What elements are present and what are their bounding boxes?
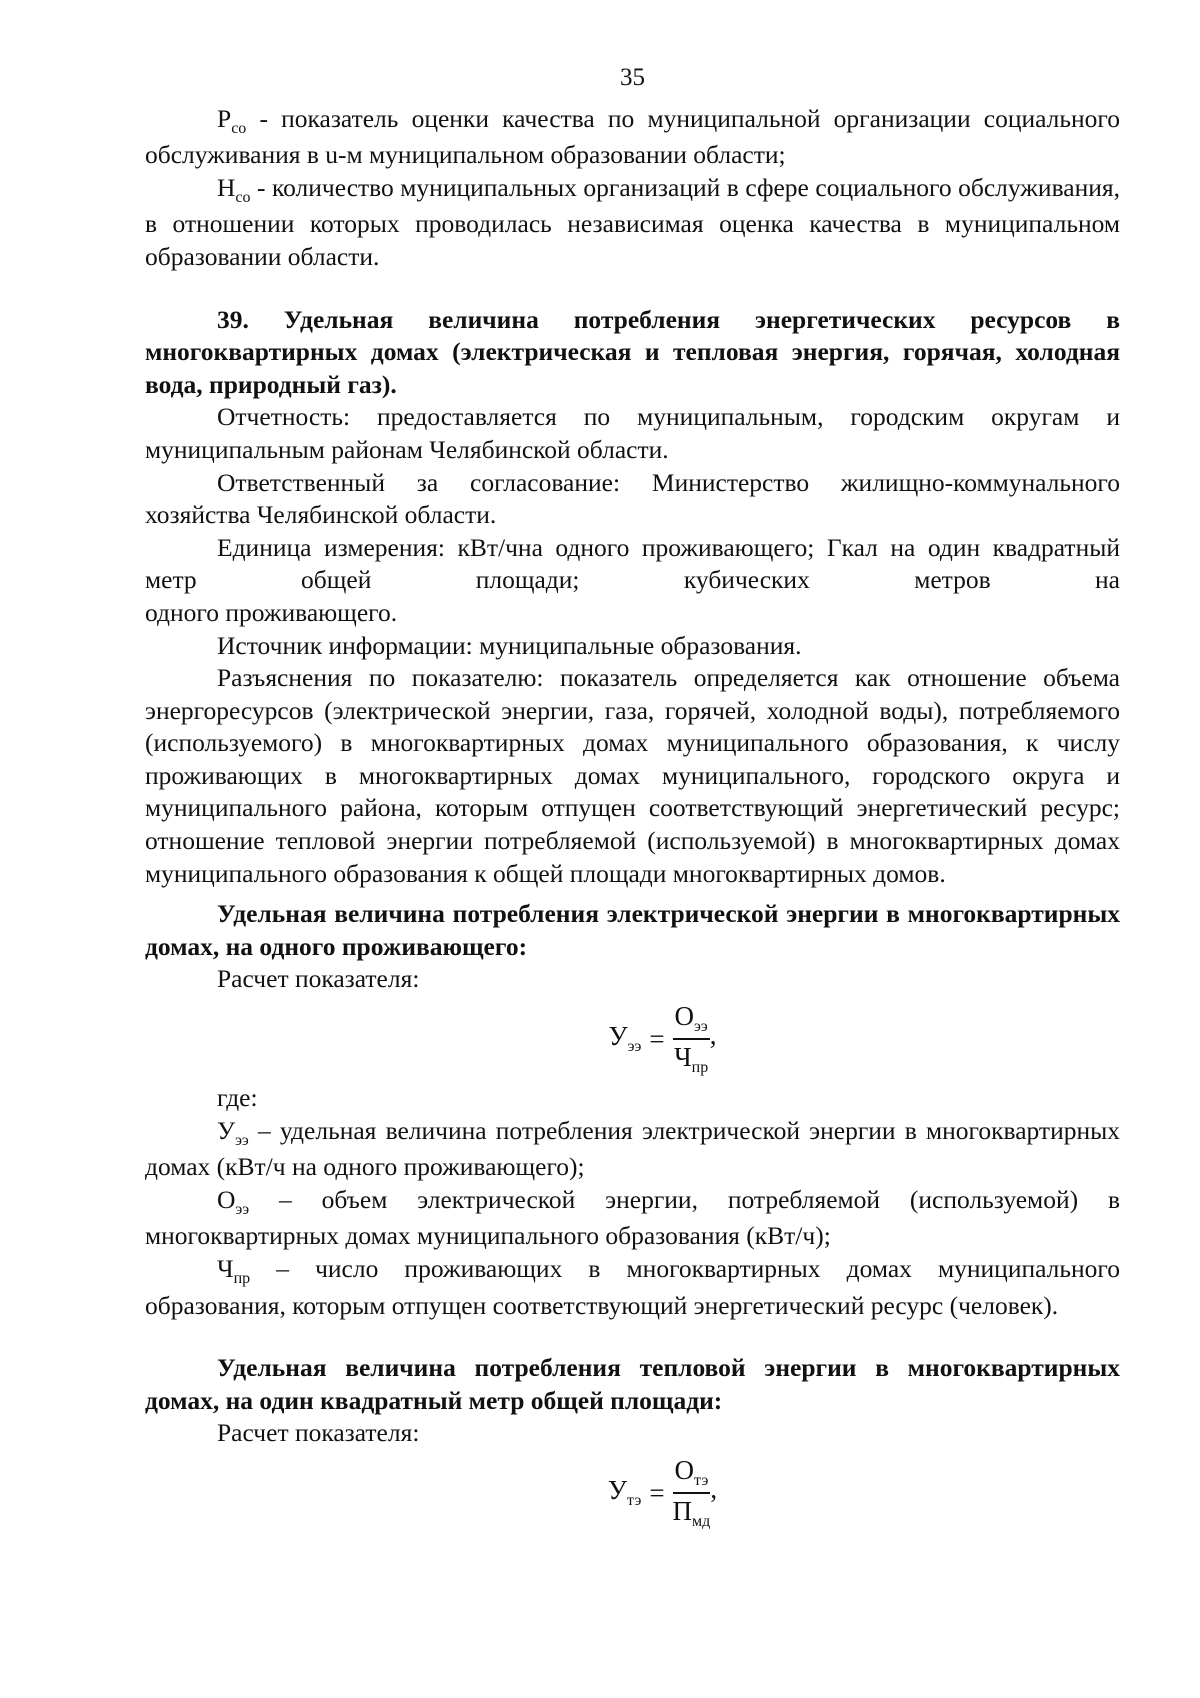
symbol-subscript: ээ [235,1200,250,1218]
electric-calc-label: Расчет показателя: [217,964,420,994]
symbol: Ч [217,1254,234,1283]
fraction-numerator [673,1454,711,1494]
thermal-heading: Удельная величина потребления тепловой энергии в многоквартирных домах, на один квадратный метр общей площади: [145,1353,1120,1415]
fraction-numerator [673,1000,710,1040]
lhs-symbol: У [608,1021,628,1052]
denominator-symbol: Ч [674,1042,692,1073]
responsible-paragraph: Ответственный за согласование: Министерство жилищно-коммунального хозяйства Челябинской области. [145,467,1120,530]
where-label: где: [217,1083,258,1113]
denominator-subscript: пр [691,1059,709,1077]
thermal-formula [145,1450,1120,1536]
formula-equals: = [649,1023,665,1054]
formula-lhs [608,1020,641,1058]
fraction-denominator [674,1040,708,1078]
lhs-subscript: тэ [627,1492,642,1510]
reporting-paragraph: Отчетность: предоставляется по муниципальным, городским округам и муниципальным районам Челябинской области. [145,402,1120,464]
symbol: О [217,1184,236,1214]
symbol: Р [217,103,232,133]
symbol: У [217,1115,236,1145]
definition-text: – объем электрической энергии, потребляемой (используемой) в многоквартирных домах муниципального образования (кВт/ч); [145,1184,1120,1251]
fraction-denominator [673,1494,711,1532]
denominator-symbol: П [672,1495,693,1526]
formula-comma: , [710,1473,718,1504]
numerator-subscript: ээ [694,1018,708,1036]
source-paragraph: Источник информации: муниципальные образования. [217,630,802,660]
definition-rso [145,103,1120,172]
definition-text: - количество муниципальных организаций в сфере социального обслуживания, в отношении которых проводилась независимая оценка качества в муниципальном образовании области. [145,172,1120,271]
page-number: 35 [620,64,645,91]
thermal-calc-label: Расчет показателя: [217,1418,420,1448]
document-page [145,62,1120,1536]
formula-comma: , [709,1019,717,1050]
section-39-heading: 39. Удельная величина потребления энергетических ресурсов в многоквартирных домах (электрическая и тепловая энергия, горячая, холодная вода, природный газ). [145,304,1120,399]
formula-fraction [673,1000,710,1078]
electric-formula [145,996,1120,1082]
definition-text: – удельная величина потребления электрической энергии в многоквартирных домах (кВт/ч на одного проживающего); [145,1115,1120,1182]
definition-nso [145,172,1120,274]
symbol-subscript: со [235,188,251,206]
formula-equals: = [649,1477,665,1508]
unit-paragraph-line1: Единица измерения: кВт/чна одного проживающего; Гкал на один квадратный метр общей площади; кубических метров на [145,532,1120,595]
definition-text: – число проживающих в многоквартирных домах муниципального образования, которым отпущен соответствующий энергетический ресурс (человек). [145,1254,1120,1320]
definition-chpr [145,1253,1120,1322]
formula-lhs [608,1474,641,1512]
denominator-subscript: мд [692,1512,711,1530]
numerator-subscript: тэ [694,1471,709,1489]
numerator-symbol: О [674,1001,695,1032]
symbol-subscript: ээ [235,1131,249,1149]
explanation-paragraph: Разъяснения по показателю: показатель определяется как отношение объема энергоресурсов (электрической энергии, газа, горячей, холодной воды), потребляемого (используемого) в многоквартирных домах муниципального образования, к числу проживающих в многоквартирных домах муниципального, городского округа и муниципального района, которым отпущен соответствующий энергетический ресурс; отношение тепловой энергии потребляемой (используемой) в многоквартирных домах муниципального образования к общей площади многоквартирных домов. [145,663,1120,888]
definition-text: - показатель оценки качества по муниципальной организации социального обслуживания в u-м муниципальном образовании области; [145,103,1120,170]
formula-fraction [673,1454,711,1532]
definition-oee [145,1184,1120,1253]
symbol: Н [217,172,236,202]
symbol-subscript: со [231,119,247,137]
electric-heading: Удельная величина потребления электрической энергии в многоквартирных домах, на одного проживающего: [145,899,1120,961]
symbol-subscript: пр [233,1270,251,1287]
unit-paragraph-line2: одного проживающего. [145,597,398,627]
lhs-symbol: У [607,1475,628,1506]
definition-uee [145,1115,1120,1184]
numerator-symbol: О [674,1454,695,1485]
lhs-subscript: ээ [627,1038,642,1056]
